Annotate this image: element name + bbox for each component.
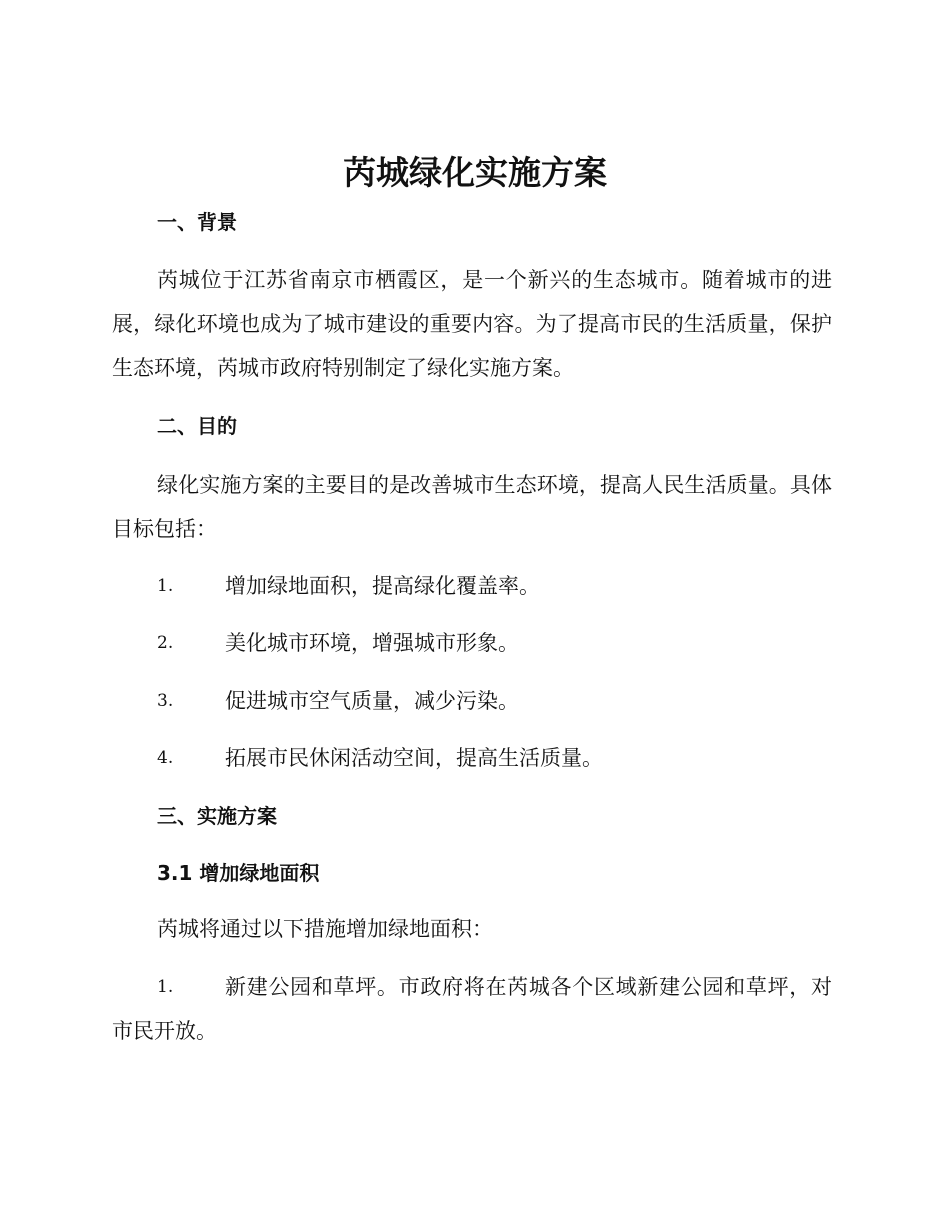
list-item-text: 促进城市空气质量，减少污染。 <box>225 689 519 713</box>
list-item <box>112 679 832 723</box>
list-item-number: 1. <box>157 977 174 997</box>
list-item-text: 增加绿地面积，提高绿化覆盖率。 <box>225 574 540 598</box>
list-item-number: 2. <box>157 633 174 653</box>
purpose-paragraph: 绿化实施方案的主要目的是改善城市生态环境，提高人民生活质量。具体目标包括： <box>112 473 832 541</box>
list-item-text: 美化城市环境，增强城市形象。 <box>225 631 519 655</box>
document-title: 芮城绿化实施方案 <box>343 153 607 192</box>
list-item-number: 4. <box>157 748 174 768</box>
section-heading-background: 一、背景 <box>157 210 237 234</box>
list-item <box>112 965 832 1053</box>
subsection-heading: 3.1 增加绿地面积 <box>157 861 320 885</box>
list-item-number: 1. <box>157 576 174 596</box>
list-item <box>112 564 832 608</box>
list-item-text: 新建公园和草坪。市政府将在芮城各个区域新建公园和草坪，对市民开放。 <box>112 975 832 1043</box>
list-item-text: 拓展市民休闲活动空间，提高生活质量。 <box>225 746 603 770</box>
section-heading-purpose: 二、目的 <box>157 414 237 438</box>
section-heading-plan: 三、实施方案 <box>157 804 277 828</box>
list-item-number: 3. <box>157 691 174 711</box>
plan-paragraph: 芮城将通过以下措施增加绿地面积： <box>157 917 493 941</box>
background-paragraph: 芮城位于江苏省南京市栖霞区，是一个新兴的生态城市。随着城市的进展，绿化环境也成为了城市建设的重要内容。为了提高市民的生活质量，保护生态环境，芮城市政府特别制定了绿化实施方案。 <box>112 268 832 380</box>
list-item <box>112 736 832 780</box>
list-item <box>112 621 832 665</box>
